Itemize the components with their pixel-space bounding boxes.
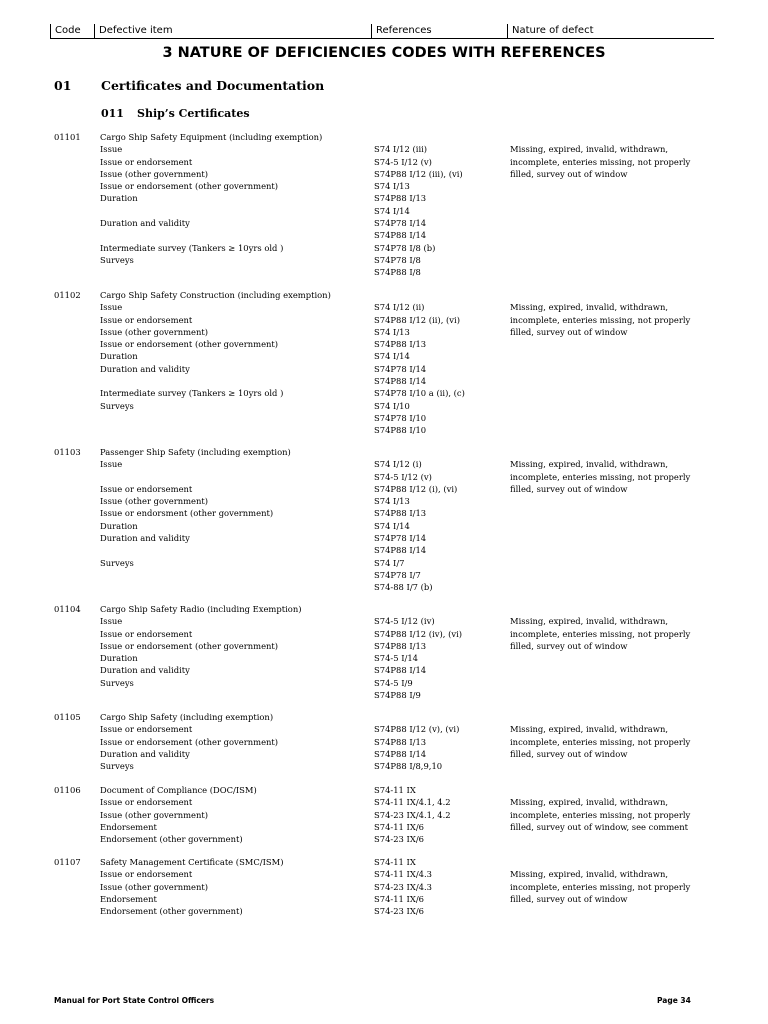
- entry-reference: S74P88 I/14: [374, 376, 427, 387]
- entry-nature-column: [510, 784, 690, 833]
- entry-reference: S74 I/14: [374, 520, 410, 531]
- entry-reference: S74-23 IX/6: [374, 906, 424, 917]
- entry-nature-line: incomplete, enteries missing, not properly: [510, 156, 691, 167]
- entry-item: Duration and validity: [100, 363, 190, 374]
- entry-reference: S74-11 IX: [374, 857, 416, 867]
- entry-reference: S74-23 IX/6: [374, 834, 424, 845]
- entry-reference: S74 I/12 (iii): [374, 144, 428, 155]
- entry-item: [100, 375, 283, 387]
- entry-reference: S74P88 I/10: [374, 425, 427, 436]
- entry-reference: [374, 131, 463, 143]
- entry-nature-line: filled, survey out of window: [510, 326, 628, 337]
- entry-code: 01103: [54, 447, 81, 457]
- entry-nature-column: [510, 131, 690, 180]
- entry-item: Issue or endorsement: [100, 797, 193, 808]
- entry-reference: S74-5 I/12 (iv): [374, 616, 435, 627]
- entry-nature-line: Missing, expired, invalid, withdrawn,: [510, 459, 669, 470]
- entry-reference: S74P88 I/9: [374, 690, 421, 701]
- header-references: References: [371, 24, 432, 38]
- entry-reference: S74P88 I/13: [374, 640, 427, 651]
- entry-nature-line: incomplete, enteries missing, not properly: [510, 314, 691, 325]
- entry-nature-column: [510, 603, 690, 652]
- entry-items-column: [100, 796, 243, 845]
- entry-item: Duration and validity: [100, 533, 190, 544]
- entry-item: Duration and validity: [100, 748, 190, 759]
- entry-item: Issue or endorsement (other government): [100, 339, 279, 350]
- entry-item: Issue (other government): [100, 881, 209, 892]
- entry-nature-line: filled, survey out of window: [510, 893, 628, 904]
- entry-reference: S74P88 I/12 (iv), (vi): [374, 628, 463, 639]
- entry-reference: S74-23 IX/4.3: [374, 881, 432, 892]
- entry-item: [100, 266, 283, 278]
- entry-heading: Passenger Ship Safety (including exemption): [100, 447, 291, 457]
- entry-reference: S74-5 I/12 (v): [374, 156, 432, 167]
- entry-reference: S74P88 I/12 (iii), (vi): [374, 168, 463, 179]
- section-title: Certificates and Documentation: [101, 78, 325, 93]
- entry-item: Issue or endorsement: [100, 483, 193, 494]
- entry-nature-column: [510, 711, 690, 760]
- entry-refs-column: [374, 603, 462, 701]
- entry-item: Issue (other government): [100, 809, 209, 820]
- entry-reference: S74P88 I/14: [374, 665, 427, 676]
- entry-nature-line: [510, 856, 690, 868]
- entry-item: [100, 689, 278, 701]
- entry-reference: S74P78 I/8: [374, 254, 421, 265]
- entry-item: [100, 569, 273, 581]
- entry-reference: S74-11 IX/6: [374, 893, 424, 904]
- entry-items-column: [100, 143, 283, 278]
- entry-item: Issue or endorsement: [100, 869, 193, 880]
- entry-nature-line: filled, survey out of window: [510, 748, 628, 759]
- entry-nature-line: incomplete, enteries missing, not properly: [510, 881, 691, 892]
- entry-nature-line: Missing, expired, invalid, withdrawn,: [510, 724, 669, 735]
- entry-reference: S74P88 I/14: [374, 545, 427, 556]
- table-header: [50, 22, 714, 39]
- entry-code: 01101: [54, 132, 81, 142]
- entry-item: Issue: [100, 302, 123, 313]
- entry-item: Issue: [100, 616, 123, 627]
- entry-refs-column: [374, 784, 451, 845]
- entry-heading: Cargo Ship Safety (including exemption): [100, 712, 274, 722]
- entry-nature-line: [510, 711, 690, 723]
- entry-code: 01105: [54, 712, 81, 722]
- entry-reference: S74-11 IX: [374, 785, 416, 795]
- entry-reference: S74 I/13: [374, 181, 410, 192]
- page-title: 3 NATURE OF DEFICIENCIES CODES WITH REFERENCES: [162, 45, 606, 61]
- entry-item: Issue: [100, 459, 123, 470]
- entry-reference: S74 I/14: [374, 205, 410, 216]
- entry-reference: S74P88 I/13: [374, 339, 427, 350]
- entry-reference: S74P78 I/7: [374, 569, 421, 580]
- entry-reference: S74 I/12 (ii): [374, 302, 425, 313]
- entry-refs-column: [374, 446, 457, 594]
- entry-refs-column: [374, 856, 432, 917]
- entry-item: Endorsement: [100, 821, 157, 832]
- entry-reference: S74-11 IX/6: [374, 821, 424, 832]
- entry-reference: S74P88 I/8,9,10: [374, 761, 443, 772]
- entry-item: Duration: [100, 520, 138, 531]
- entry-code: 01107: [54, 857, 81, 867]
- entry-nature-line: incomplete, enteries missing, not properly: [510, 471, 691, 482]
- entry-item: Surveys: [100, 557, 134, 568]
- entry-reference: S74-5 I/14: [374, 653, 419, 664]
- entry-item: Duration and validity: [100, 665, 190, 676]
- entry-reference: S74P88 I/14: [374, 230, 427, 241]
- entry-reference: S74-11 IX/4.1, 4.2: [374, 797, 451, 808]
- entry-reference: [374, 711, 459, 723]
- entry-reference: S74P78 I/8 (b): [374, 242, 436, 253]
- entry-item: [100, 205, 283, 217]
- subsection-code: 011: [101, 107, 124, 120]
- entry-code: 01104: [54, 604, 81, 614]
- entry-item: [100, 581, 273, 593]
- entry-item: Issue or endorsement (other government): [100, 736, 279, 747]
- entry-nature-line: [510, 289, 690, 301]
- entry-item: Endorsement: [100, 893, 157, 904]
- entry-reference: S74 I/13: [374, 496, 410, 507]
- entry-nature-line: filled, survey out of window: [510, 483, 628, 494]
- entry-nature-line: [510, 784, 690, 796]
- entry-item: Issue or endorsement (other government): [100, 181, 279, 192]
- entry-item: Issue or endorsement (other government): [100, 640, 279, 651]
- entry-nature-line: filled, survey out of window: [510, 168, 628, 179]
- entry-reference: S74 I/13: [374, 326, 410, 337]
- entry-nature-line: Missing, expired, invalid, withdrawn,: [510, 302, 669, 313]
- section-code: 01: [54, 78, 72, 93]
- entry-reference: S74-11 IX/4.3: [374, 869, 432, 880]
- entry-items-column: [100, 615, 278, 701]
- entry-item: Surveys: [100, 400, 134, 411]
- entry-reference: S74P88 I/12 (ii), (vi): [374, 314, 460, 325]
- entry-item: Intermediate survey (Tankers ≥ 10yrs old ): [100, 242, 284, 253]
- entry-item: Endorsement (other government): [100, 834, 243, 845]
- entry-item: [100, 229, 283, 241]
- entry-nature-line: [510, 603, 690, 615]
- entry-nature-line: Missing, expired, invalid, withdrawn,: [510, 616, 669, 627]
- entry-item: Issue or endorsement: [100, 156, 193, 167]
- footer-manual-title: Manual for Port State Control Officers: [54, 996, 215, 1005]
- entry-reference: S74P88 I/14: [374, 748, 427, 759]
- entry-items-column: [100, 868, 243, 917]
- entry-reference: S74P88 I/8: [374, 267, 421, 278]
- entry-item: Surveys: [100, 761, 134, 772]
- entry-nature-line: incomplete, enteries missing, not properly: [510, 809, 691, 820]
- entry-nature-line: [510, 446, 690, 458]
- entry-item: Issue (other government): [100, 496, 209, 507]
- entry-item: Duration and validity: [100, 218, 190, 229]
- entry-item: Issue (other government): [100, 326, 209, 337]
- entry-reference: S74P78 I/10: [374, 412, 427, 423]
- entry-heading: Document of Compliance (DOC/ISM): [100, 785, 257, 795]
- entry-reference: S74 I/10: [374, 400, 410, 411]
- entry-item: Issue: [100, 144, 123, 155]
- entry-item: [100, 544, 273, 556]
- entry-refs-column: [374, 289, 465, 437]
- entry-reference: S74P78 I/14: [374, 363, 427, 374]
- entry-reference: S74P88 I/13: [374, 508, 427, 519]
- entry-heading: Cargo Ship Safety Construction (including exemption): [100, 290, 331, 300]
- entry-item: Issue (other government): [100, 168, 209, 179]
- entry-reference: S74P88 I/12 (v), (vi): [374, 724, 460, 735]
- entry-reference: S74-23 IX/4.1, 4.2: [374, 809, 451, 820]
- entry-reference: [374, 446, 457, 458]
- entry-item: Issue or endorsment (other government): [100, 508, 274, 519]
- entry-refs-column: [374, 711, 459, 772]
- header-code: Code: [50, 24, 81, 38]
- entry-item: Duration: [100, 193, 138, 204]
- entry-items-column: [100, 458, 273, 593]
- entry-item: Duration: [100, 351, 138, 362]
- entry-reference: S74P78 I/10 a (ii), (c): [374, 388, 465, 399]
- entry-items-column: [100, 301, 283, 436]
- entry-reference: S74-88 I/7 (b): [374, 582, 433, 593]
- entry-reference: S74 I/12 (i): [374, 459, 422, 470]
- entry-nature-line: incomplete, enteries missing, not properly: [510, 628, 691, 639]
- entry-nature-column: [510, 446, 690, 495]
- header-nature-of-defect: Nature of defect: [507, 24, 594, 38]
- entry-reference: S74-5 I/12 (v): [374, 471, 432, 482]
- entry-item: Issue or endorsement: [100, 628, 193, 639]
- entry-nature-line: Missing, expired, invalid, withdrawn,: [510, 144, 669, 155]
- entry-nature-line: Missing, expired, invalid, withdrawn,: [510, 869, 669, 880]
- entry-code: 01106: [54, 785, 81, 795]
- entry-reference: S74P78 I/14: [374, 218, 427, 229]
- entry-items-column: [100, 723, 278, 772]
- entry-nature-line: [510, 131, 690, 143]
- entry-nature-line: Missing, expired, invalid, withdrawn,: [510, 797, 669, 808]
- entry-refs-column: [374, 131, 463, 279]
- entry-code: 01102: [54, 290, 81, 300]
- entry-item: Surveys: [100, 254, 134, 265]
- entry-item: Intermediate survey (Tankers ≥ 10yrs old ): [100, 388, 284, 399]
- entry-reference: S74P78 I/14: [374, 533, 427, 544]
- header-defective-item: Defective item: [94, 24, 173, 38]
- entry-reference: S74P88 I/13: [374, 736, 427, 747]
- entry-nature-column: [510, 856, 690, 905]
- subsection-title: Ship’s Certificates: [137, 107, 250, 120]
- entry-item: [100, 471, 273, 483]
- entry-heading: Cargo Ship Safety Equipment (including exemption): [100, 132, 323, 142]
- footer-page-number: Page 34: [657, 996, 691, 1005]
- entry-item: [100, 412, 283, 424]
- entry-reference: [374, 603, 462, 615]
- entry-heading: Cargo Ship Safety Radio (including Exemption): [100, 604, 302, 614]
- entry-nature-line: incomplete, enteries missing, not properly: [510, 736, 691, 747]
- entry-nature-line: filled, survey out of window, see comment: [510, 821, 688, 832]
- entry-item: Issue or endorsement: [100, 314, 193, 325]
- entry-nature-line: filled, survey out of window: [510, 640, 628, 651]
- entry-item: [100, 424, 283, 436]
- entry-reference: S74-5 I/9: [374, 677, 413, 688]
- entry-item: Duration: [100, 653, 138, 664]
- entry-reference: S74 I/7: [374, 557, 405, 568]
- entry-item: Endorsement (other government): [100, 906, 243, 917]
- entry-reference: [374, 289, 465, 301]
- entry-heading: Safety Management Certificate (SMC/ISM): [100, 857, 284, 867]
- entry-reference: S74 I/14: [374, 351, 410, 362]
- entry-item: Issue or endorsement: [100, 724, 193, 735]
- entry-item: Surveys: [100, 677, 134, 688]
- entry-reference: S74P88 I/13: [374, 193, 427, 204]
- entry-nature-column: [510, 289, 690, 338]
- entry-reference: S74P88 I/12 (i), (vi): [374, 483, 458, 494]
